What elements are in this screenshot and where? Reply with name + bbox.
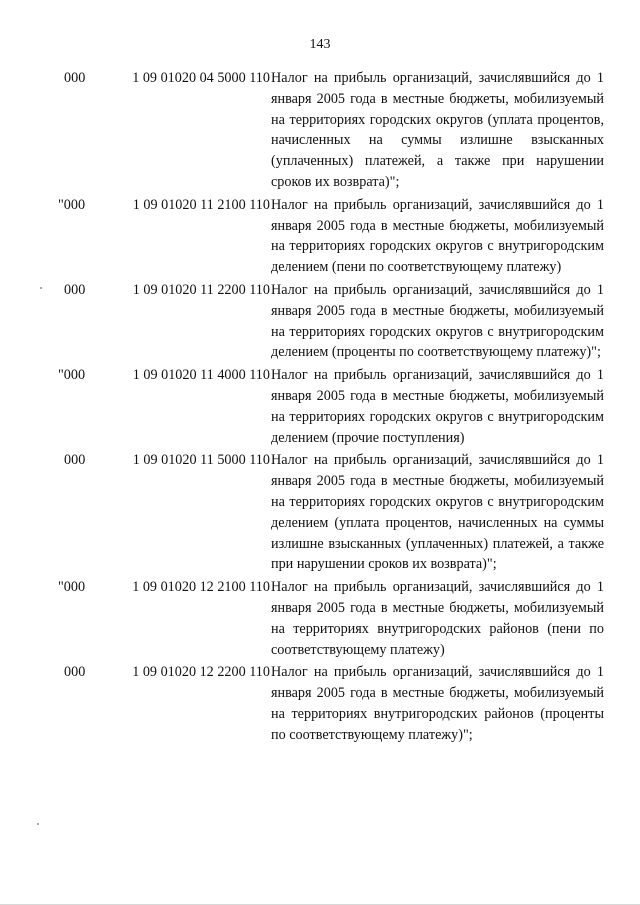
row-description: Налог на прибыль организаций, зачислявшийся до 1 января 2005 года в местные бюджеты, мобилизуемый на территориях городских округов с внутригородским делением (уплата процентов, начисленных на суммы излишне взысканных (уплаченных) платежей, а также при нарушении сроков их возврата)";: [271, 452, 604, 573]
budget-classification-code: 1 09 01020 04 5000 110: [132, 70, 270, 86]
admin-code: "000: [58, 579, 86, 596]
table-row: [0, 662, 640, 745]
table-row: [0, 365, 640, 448]
budget-classification-code: 1 09 01020 11 5000 110: [132, 452, 270, 469]
admin-code: 000: [64, 452, 86, 469]
row-description: Налог на прибыль организаций, зачислявшийся до 1 января 2005 года в местные бюджеты, мобилизуемый на территориях городских округов (уплата процентов, начисленных на суммы излишне взысканных (уплаченных) платежей, а также при нарушении сроков их возврата)";: [271, 70, 604, 190]
budget-classification-code: 1 09 01020 11 2200 110: [132, 281, 270, 298]
admin-code: 000: [64, 70, 86, 86]
scan-speck: [37, 823, 39, 825]
budget-classification-code: 1 09 01020 12 2100 110: [132, 579, 270, 596]
page-number: 143: [309, 37, 331, 52]
row-description: Налог на прибыль организаций, зачислявшийся до 1 января 2005 года в местные бюджеты, мобилизуемый на территориях городских округов с внутригородским делением (прочие поступления): [271, 367, 604, 446]
budget-classification-code: 1 09 01020 11 4000 110: [132, 367, 270, 384]
scan-speck: [40, 287, 42, 289]
table-row: [0, 280, 640, 363]
table-row: [0, 577, 640, 660]
row-description: Налог на прибыль организаций, зачислявшийся до 1 января 2005 года в местные бюджеты, мобилизуемый на территориях внутригородских районов (проценты по соответствующему платежу)";: [271, 664, 604, 743]
table-row: [0, 195, 640, 278]
admin-code: "000: [58, 367, 86, 384]
budget-classification-code: 1 09 01020 12 2200 110: [132, 664, 270, 681]
budget-code-table: [0, 68, 640, 748]
row-description: Налог на прибыль организаций, зачислявшийся до 1 января 2005 года в местные бюджеты, мобилизуемый на территориях внутригородских районов (пени по соответствующему платежу): [271, 579, 604, 658]
row-description: Налог на прибыль организаций, зачислявшийся до 1 января 2005 года в местные бюджеты, мобилизуемый на территориях городских округов с внутригородским делением (пени по соответствующему платежу): [271, 196, 604, 276]
table-row: [0, 68, 640, 193]
admin-code: 000: [64, 281, 86, 298]
admin-code: 000: [64, 664, 86, 681]
row-description: Налог на прибыль организаций, зачислявшийся до 1 января 2005 года в местные бюджеты, мобилизуемый на территориях городских округов с внутригородским делением (проценты по соответствующему платежу)";: [271, 281, 604, 361]
table-row: [0, 450, 640, 575]
admin-code: "000: [58, 196, 86, 213]
budget-classification-code: 1 09 01020 11 2100 110: [132, 196, 270, 213]
